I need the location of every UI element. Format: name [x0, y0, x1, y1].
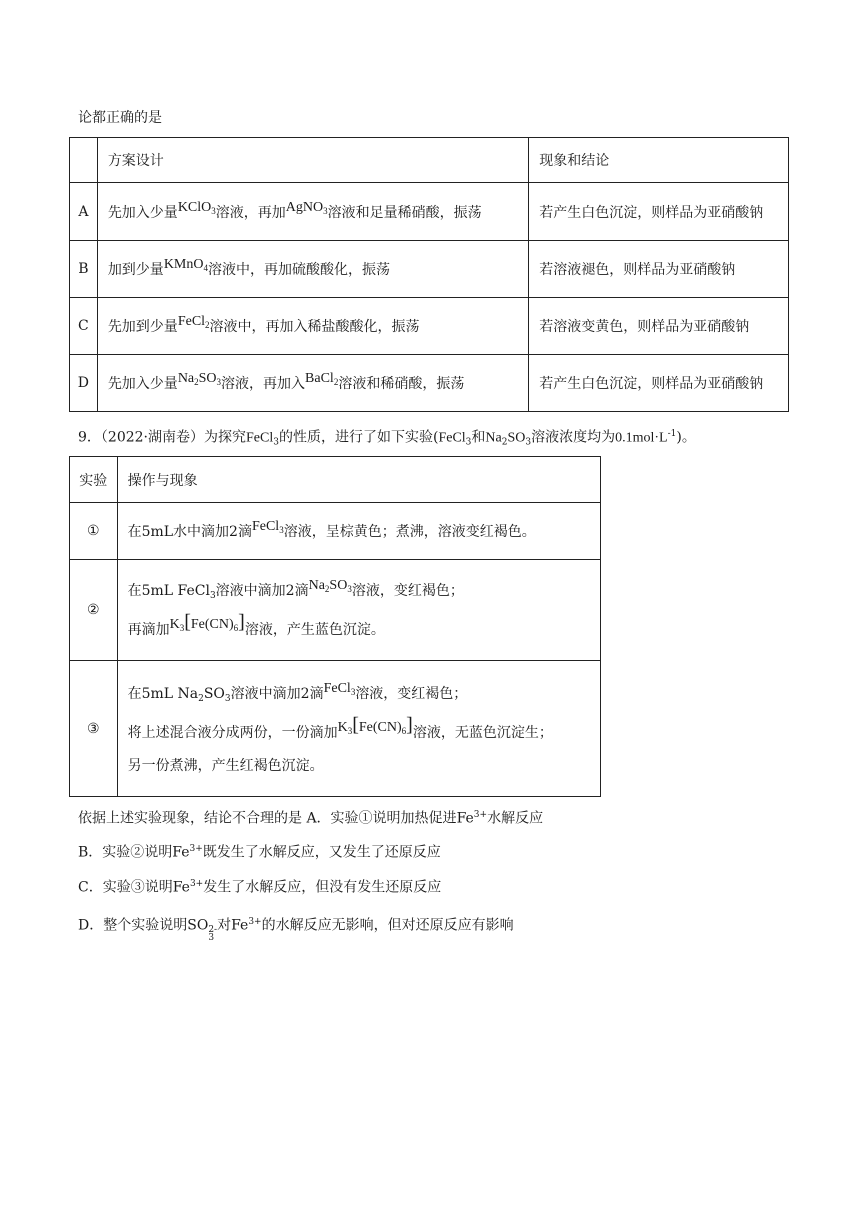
row-design [97, 241, 528, 298]
row-label: D [70, 355, 98, 412]
row-design [97, 298, 528, 355]
table-row [70, 298, 789, 355]
table-row [70, 183, 789, 241]
reagent-bacl2: BaCl$_2$ [305, 371, 339, 387]
design-text: 先加入少量 [107, 204, 178, 221]
reagent-kmno4: KMnO$_4$ [163, 257, 208, 273]
header-result: 现象和结论 [529, 138, 789, 183]
table-row [70, 503, 601, 560]
option-d: D．整个实验说明SO 2- 3 对$Fe^{3+}$的水解反应无影响，但对还原反应有影响 [78, 917, 514, 943]
design-text: 溶液中，再加入稀盐酸酸化，振荡 [209, 319, 420, 335]
row-label: B [70, 241, 98, 298]
design-text: 溶液，再加 [215, 204, 286, 221]
experiment-operation: 在5mL水中滴加2滴FeCl$_3$溶液，呈棕黄色；煮沸，溶液变红褐色。 [117, 503, 600, 560]
experiment-label: ② [70, 560, 118, 661]
row-result: 若溶液褪色，则样品为亚硝酸钠 [529, 241, 789, 298]
design-text: 溶液和足量稀硝酸，振荡 [327, 204, 482, 221]
row-result: 若溶液变黄色，则样品为亚硝酸钠 [529, 298, 789, 355]
conclusion-option-a: 依据上述实验现象，结论不合理的是 A．实验①说明加热促进$Fe^{3+}$水解反应 [78, 810, 544, 827]
experiment-table [69, 456, 601, 797]
header-label-cell [70, 138, 98, 183]
design-text: 溶液中，再加硫酸酸化，振荡 [207, 262, 390, 278]
reagent-na2so3: $Na_2SO_3$ [177, 371, 222, 387]
table-row [70, 560, 601, 661]
intro-text: 论都正确的是 [78, 110, 162, 126]
row-label: A [70, 183, 98, 241]
design-text: 溶液和稀硝酸，振荡 [338, 376, 465, 392]
option-c: C．实验③说明$Fe^{3+}$发生了水解反应，但没有发生还原反应 [78, 879, 442, 896]
experiment-label: ③ [70, 661, 118, 797]
reagent-agno3: AgNO$_3$ [285, 199, 328, 216]
header-experiment: 实验 [70, 457, 118, 503]
table-row [70, 661, 601, 797]
question-9-stem: 9．（2022·湖南卷）为探究FeCl$_3$的性质，进行了如下实验(FeCl$_3$和$Na_2SO_3$溶液浓度均为$0.1mol\cdot L^{-1}$)。 [78, 429, 696, 448]
row-result: 若产生白色沉淀，则样品为亚硝酸钠 [529, 355, 789, 412]
reagent-fecl2: FeCl$_2$ [177, 314, 210, 330]
experiment-label: ① [70, 503, 118, 560]
row-design [97, 355, 528, 412]
reagent-kclo3: KClO$_3$ [177, 199, 216, 216]
experiment-operation: 在5mL FeCl$_3$溶液中滴加2滴$Na_2SO_3$溶液，变红褐色； 再滴加$K_3[Fe(CN)_6]$溶液，产生蓝色沉淀。 [117, 560, 600, 661]
design-text: 先加到少量 [107, 319, 178, 335]
row-result: 若产生白色沉淀，则样品为亚硝酸钠 [529, 183, 789, 241]
design-text: 加到少量 [107, 262, 164, 278]
option-b: B．实验②说明$Fe^{3+}$既发生了水解反应，又发生了还原反应 [78, 844, 441, 861]
design-text: 先加入少量 [107, 376, 178, 392]
experiment-operation: 在5mL $Na_2SO_3$溶液中滴加2滴FeCl$_3$溶液，变红褐色； 将上述混合液分成两份，一份滴加$K_3[Fe(CN)_6]$溶液，无蓝色沉淀生； 另一份煮沸，产生红褐色沉淀。 [117, 661, 600, 797]
table-row [70, 241, 789, 298]
row-design [97, 183, 528, 241]
design-text: 溶液，再加入 [221, 376, 306, 392]
table-header-row [70, 457, 601, 503]
table-row [70, 355, 789, 412]
scheme-table [69, 137, 789, 412]
row-label: C [70, 298, 98, 355]
header-operation: 操作与现象 [117, 457, 600, 503]
table-header-row [70, 138, 789, 183]
header-design: 方案设计 [97, 138, 528, 183]
